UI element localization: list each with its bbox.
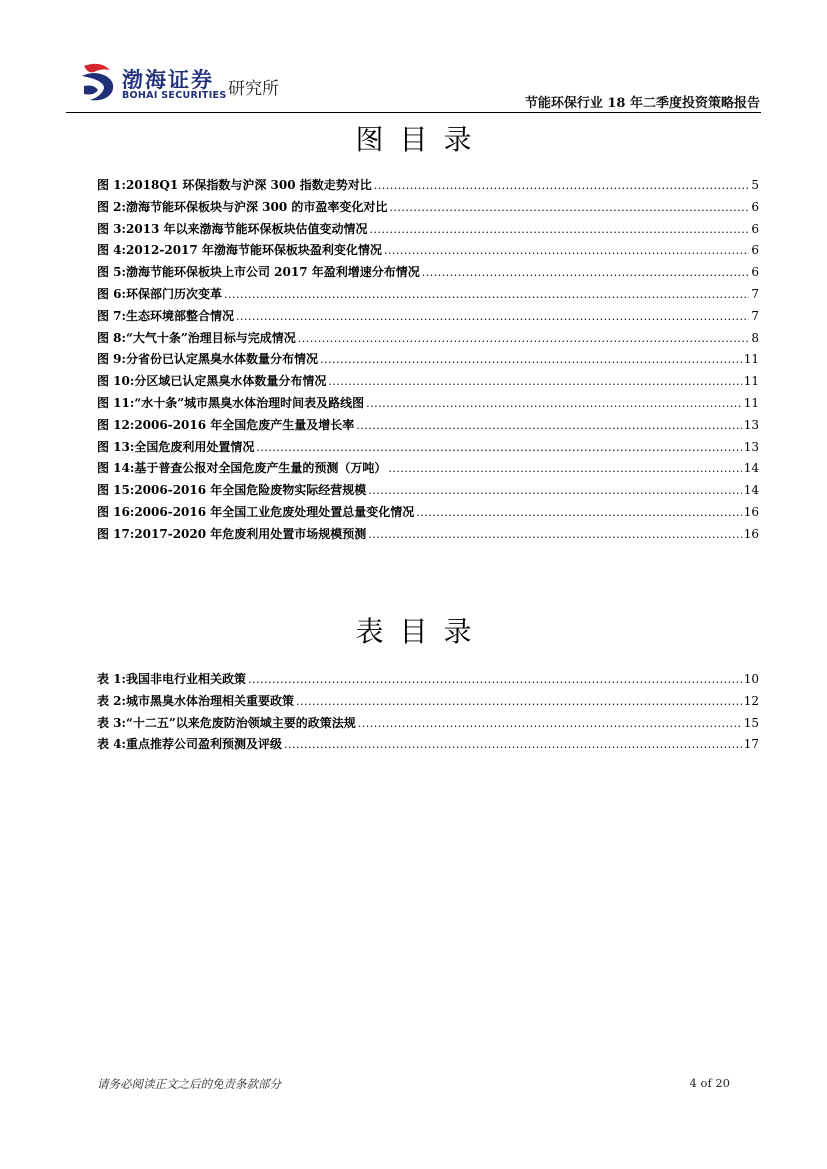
toc-dot-leader xyxy=(368,528,741,541)
footer-disclaimer: 请务必阅读正文之后的免责条款部分 xyxy=(97,1077,281,1091)
toc-entry[interactable] xyxy=(97,329,759,351)
toc-dot-leader xyxy=(248,673,742,686)
toc-entry-title: “大气十条”治理目标与完成情况 xyxy=(125,330,296,345)
toc-entry-label: 表 2: xyxy=(97,693,126,708)
toc-entry[interactable] xyxy=(97,735,759,757)
toc-entry-label: 图 17: xyxy=(97,526,135,541)
toc-entry-title: 城市黑臭水体治理相关重要政策 xyxy=(125,693,294,708)
toc-entry[interactable] xyxy=(97,714,759,736)
toc-entry[interactable] xyxy=(97,525,759,547)
toc-entry[interactable] xyxy=(97,263,759,285)
toc-entry-page: 6 xyxy=(751,221,759,236)
toc-entry-page: 14 xyxy=(743,461,759,476)
toc-entry-page: 5 xyxy=(751,178,759,192)
footer-page-number: 4 of 20 xyxy=(689,1076,730,1090)
toc-entry-title: 环保部门历次变革 xyxy=(125,286,222,301)
tables-list xyxy=(97,670,759,757)
toc-entry-title: 渤海节能环保板块上市公司 2017 年盈利增速分布情况 xyxy=(125,265,420,280)
toc-entry-page: 17 xyxy=(743,737,759,752)
toc-entry-label: 图 5: xyxy=(97,265,126,280)
logo-chinese-name: 渤海证券 xyxy=(122,68,214,92)
toc-entry-title: 我国非电行业相关政策 xyxy=(125,672,246,686)
toc-entry-label: 图 9: xyxy=(97,352,126,367)
toc-entry[interactable] xyxy=(97,394,759,416)
page-header xyxy=(0,0,827,118)
toc-entry-label: 图 6: xyxy=(97,286,126,301)
toc-entry-label: 图 12: xyxy=(97,417,135,432)
toc-entry[interactable] xyxy=(97,372,759,394)
toc-dot-leader xyxy=(236,310,749,323)
toc-entry-title: 全国危废利用处置情况 xyxy=(134,439,255,454)
toc-entry-label: 图 8: xyxy=(97,330,126,345)
toc-entry-page: 6 xyxy=(751,199,759,214)
header-divider xyxy=(66,112,761,113)
toc-entry-page: 13 xyxy=(743,417,759,432)
toc-entry[interactable] xyxy=(97,670,759,692)
toc-entry-title: 2018Q1 环保指数与沪深 300 指数走势对比 xyxy=(125,178,372,192)
toc-dot-leader xyxy=(389,201,749,214)
toc-entry-label: 图 3: xyxy=(97,221,126,236)
toc-entry[interactable] xyxy=(97,176,759,198)
toc-entry-page: 11 xyxy=(743,352,759,367)
toc-dot-leader xyxy=(384,244,749,257)
toc-entry-page: 8 xyxy=(751,330,759,345)
toc-entry-label: 图 1: xyxy=(97,178,126,192)
toc-entry[interactable] xyxy=(97,438,759,460)
toc-entry-title: 2012-2017 年渤海节能环保板块盈利变化情况 xyxy=(125,243,382,258)
toc-entry-label: 图 10: xyxy=(97,374,135,389)
toc-entry[interactable] xyxy=(97,307,759,329)
toc-dot-leader xyxy=(388,462,741,475)
toc-entry-title: 渤海节能环保板块与沪深 300 的市盈率变化对比 xyxy=(125,199,388,214)
toc-entry[interactable] xyxy=(97,198,759,220)
toc-entry[interactable] xyxy=(97,416,759,438)
report-title: 节能环保行业 18 年二季度投资策略报告 xyxy=(524,96,760,111)
toc-entry[interactable] xyxy=(97,220,759,242)
toc-entry[interactable] xyxy=(97,241,759,263)
logo-english-name: BOHAI SECURITIES xyxy=(122,90,227,101)
logo-institute: 研究所 xyxy=(228,79,279,99)
toc-entry-title: 重点推荐公司盈利预测及评级 xyxy=(125,737,282,752)
toc-entry-title: 2006-2016 年全国工业危废处理处置总量变化情况 xyxy=(134,504,415,519)
toc-dot-leader xyxy=(320,353,742,366)
toc-entry-page: 6 xyxy=(751,243,759,258)
toc-entry[interactable] xyxy=(97,285,759,307)
toc-entry-page: 7 xyxy=(751,308,759,323)
toc-entry-page: 16 xyxy=(743,504,759,519)
toc-entry-page: 7 xyxy=(751,286,759,301)
toc-entry-title: 2006-2016 年全国危废产生量及增长率 xyxy=(134,417,355,432)
toc-entry-label: 图 11: xyxy=(97,395,135,410)
toc-entry-label: 图 15: xyxy=(97,483,135,498)
toc-entry-label: 表 4: xyxy=(97,737,126,752)
toc-entry-label: 图 2: xyxy=(97,199,126,214)
toc-dot-leader xyxy=(224,288,749,301)
toc-entry-page: 15 xyxy=(743,715,759,730)
toc-entry-page: 11 xyxy=(743,395,759,410)
toc-dot-leader xyxy=(296,695,742,708)
toc-entry-title: 基于普查公报对全国危废产生量的预测（万吨） xyxy=(134,461,387,476)
toc-dot-leader xyxy=(366,397,742,410)
toc-entry-title: 分区域已认定黑臭水体数量分布情况 xyxy=(134,374,327,389)
toc-entry-page: 16 xyxy=(743,526,759,541)
toc-dot-leader xyxy=(256,441,741,454)
toc-entry-page: 6 xyxy=(751,265,759,280)
toc-entry-page: 14 xyxy=(743,483,759,498)
toc-entry-page: 11 xyxy=(743,374,759,389)
figures-section-title: 图目录 xyxy=(355,123,488,156)
tables-section-title: 表目录 xyxy=(355,615,488,648)
toc-dot-leader xyxy=(368,484,741,497)
toc-entry-title: 生态环境部整合情况 xyxy=(125,308,234,323)
toc-dot-leader xyxy=(358,717,742,730)
toc-entry-label: 表 1: xyxy=(97,672,126,686)
toc-entry-label: 图 4: xyxy=(97,243,126,258)
toc-dot-leader xyxy=(416,506,741,519)
toc-entry-label: 图 16: xyxy=(97,504,135,519)
toc-entry-title: 2006-2016 年全国危险废物实际经营规模 xyxy=(134,483,367,498)
toc-dot-leader xyxy=(328,375,741,388)
toc-entry-title: 2013 年以来渤海节能环保板块估值变动情况 xyxy=(125,221,368,236)
toc-entry-label: 表 3: xyxy=(97,715,126,730)
toc-entry[interactable] xyxy=(97,350,759,372)
toc-entry[interactable] xyxy=(97,481,759,503)
toc-entry[interactable] xyxy=(97,692,759,714)
toc-entry-label: 图 7: xyxy=(97,308,126,323)
toc-dot-leader xyxy=(422,266,750,279)
toc-dot-leader xyxy=(284,738,742,751)
toc-dot-leader xyxy=(356,419,741,432)
toc-entry[interactable] xyxy=(97,459,759,481)
toc-dot-leader xyxy=(374,179,750,192)
toc-entry-page: 13 xyxy=(743,439,759,454)
toc-entry-label: 图 13: xyxy=(97,439,135,454)
figures-list xyxy=(97,176,759,547)
toc-entry-page: 10 xyxy=(743,672,759,686)
toc-entry-title: “水十条”城市黑臭水体治理时间表及路线图 xyxy=(134,395,365,410)
toc-entry-page: 12 xyxy=(743,693,759,708)
toc-entry[interactable] xyxy=(97,503,759,525)
toc-entry-title: 2017-2020 年危废利用处置市场规模预测 xyxy=(134,526,367,541)
toc-entry-title: “十二五”以来危废防治领域主要的政策法规 xyxy=(125,715,356,730)
toc-entry-label: 图 14: xyxy=(97,461,135,476)
bohai-logo-icon xyxy=(80,62,118,102)
toc-dot-leader xyxy=(298,332,750,345)
toc-entry-title: 分省份已认定黑臭水体数量分布情况 xyxy=(125,352,318,367)
toc-dot-leader xyxy=(370,223,750,236)
